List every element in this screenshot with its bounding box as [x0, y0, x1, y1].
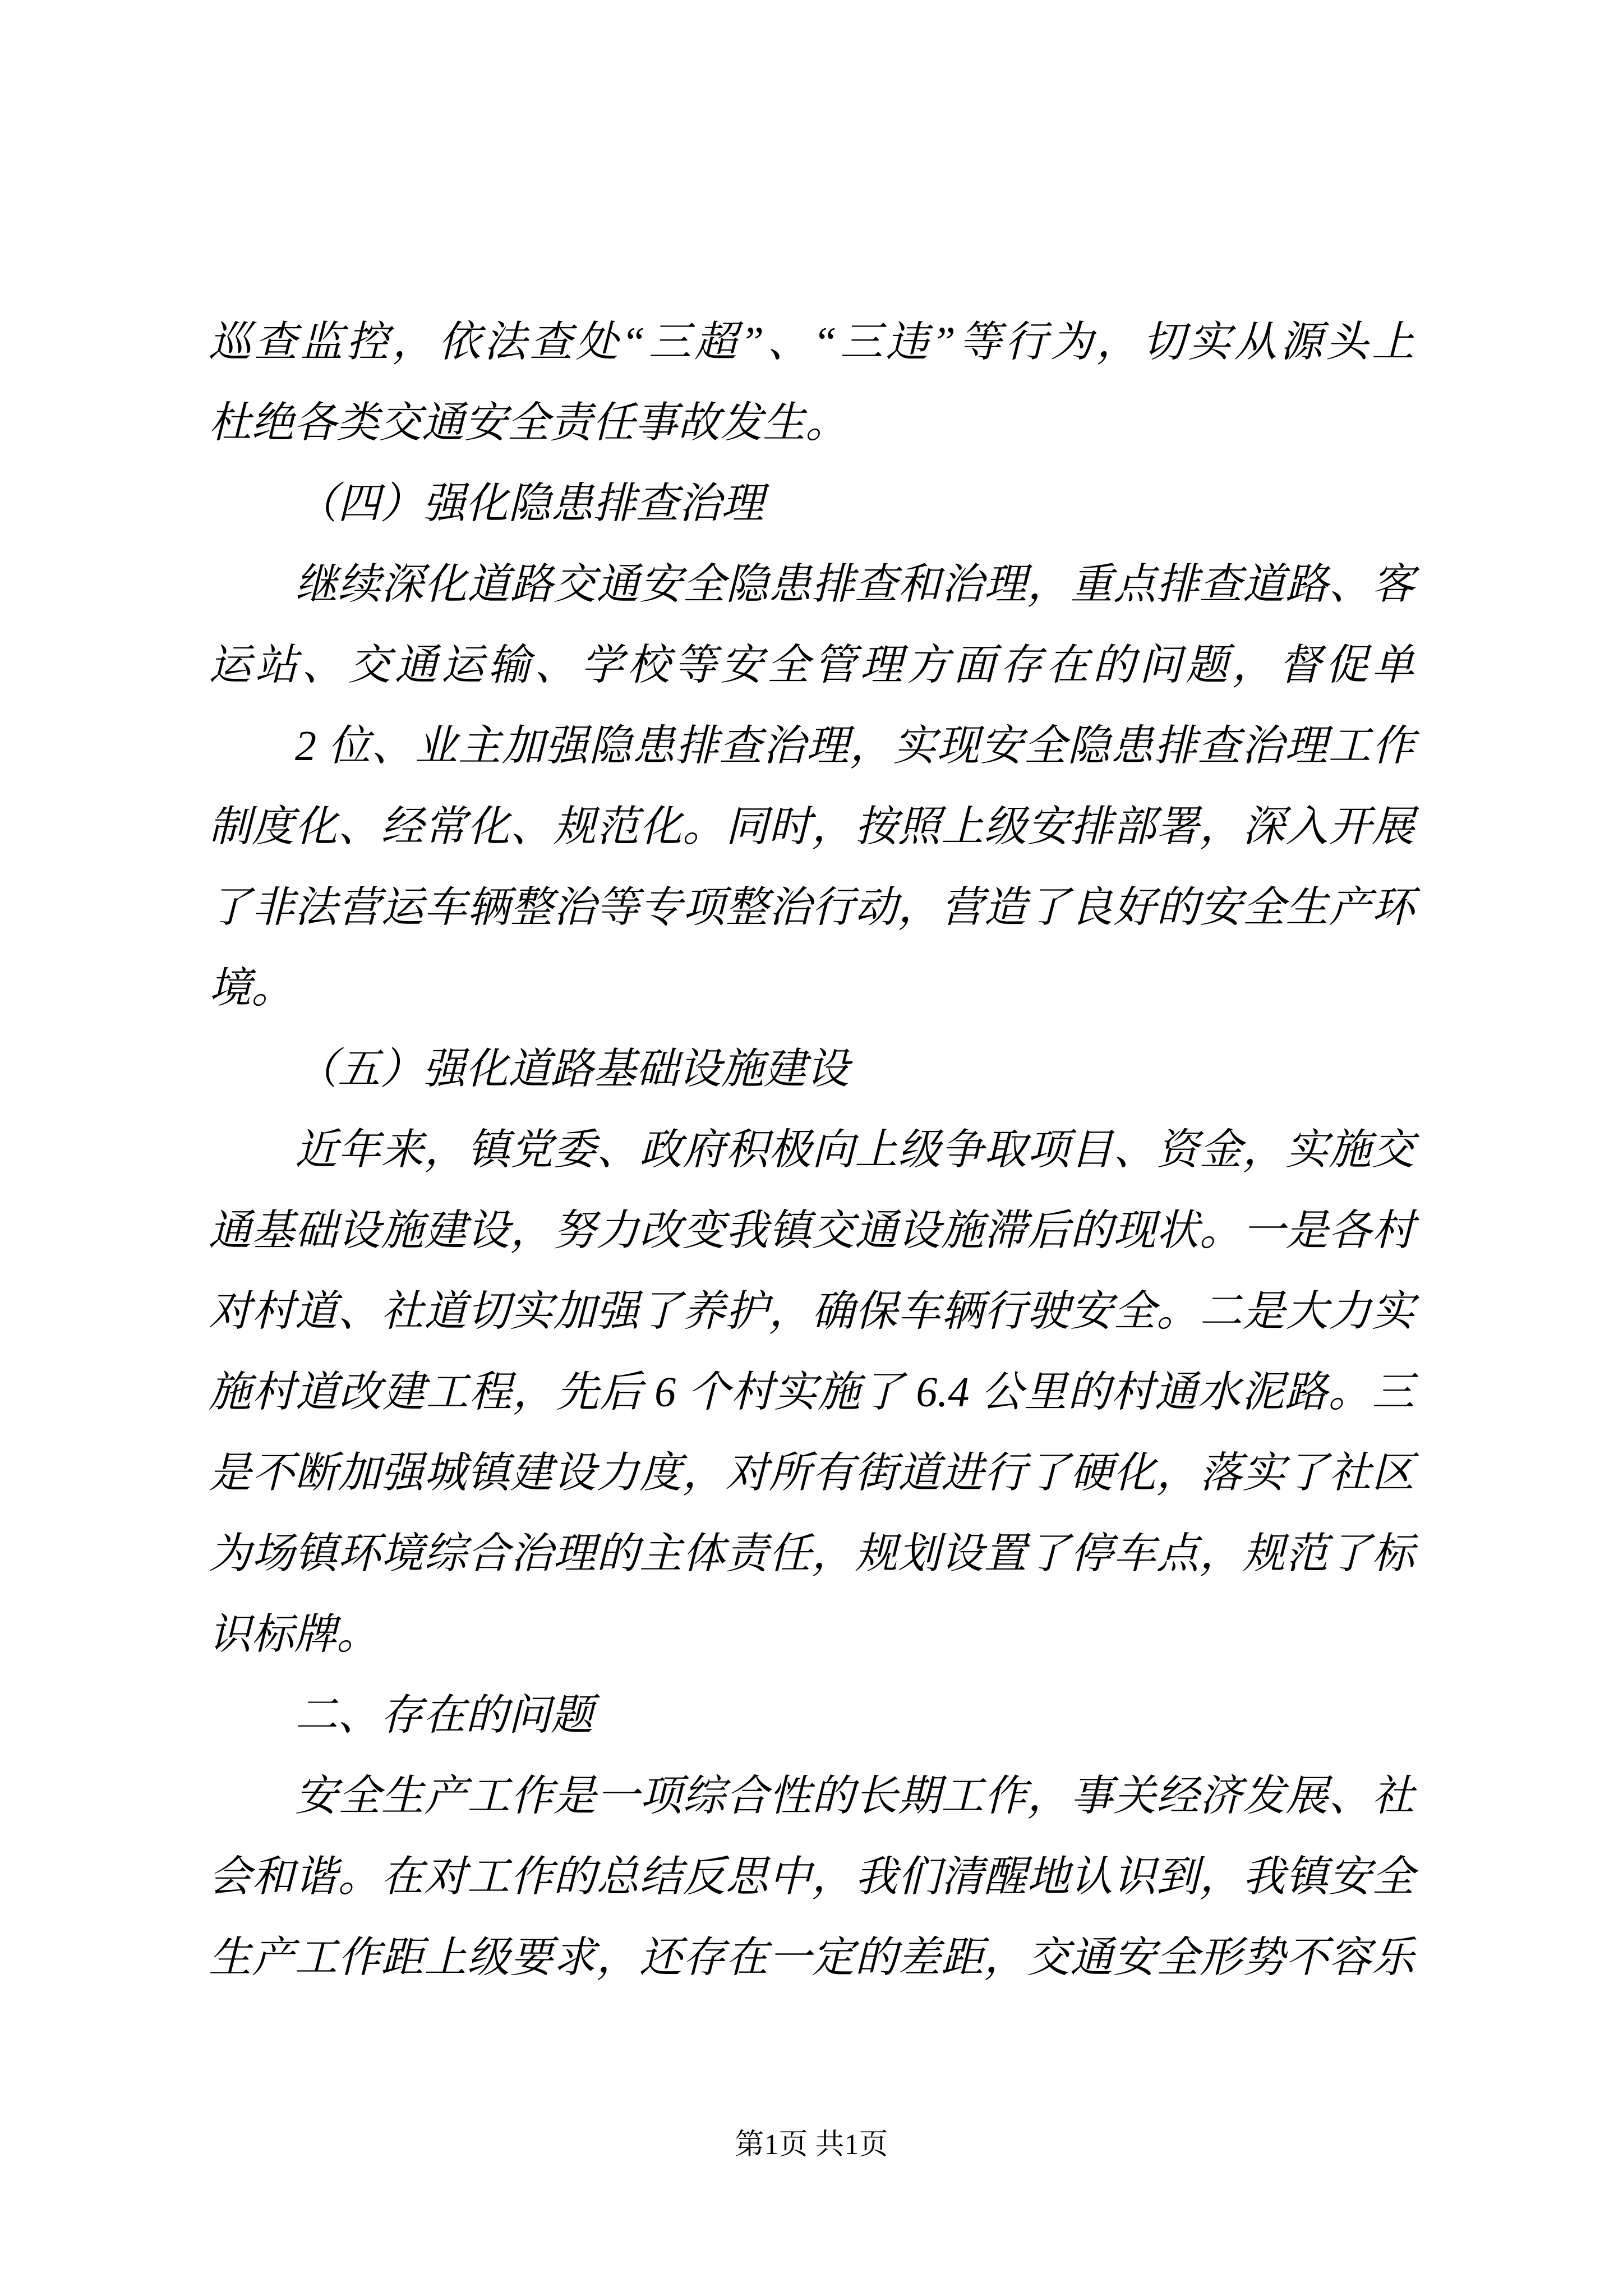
text-line: （四）强化隐患排查治理	[295, 480, 764, 527]
text-line: 2 位、业主加强隐患排查治理，实现安全隐患排查治理工作	[295, 723, 1414, 770]
text-line: 对村道、社道切实加强了养护，确保车辆行驶安全。二是大力实	[209, 1288, 1414, 1335]
text-line: 是不断加强城镇建设力度，对所有街道进行了硬化，落实了社区	[209, 1450, 1414, 1497]
text-line: 通基础设施建设，努力改变我镇交通设施滞后的现状。一是各村	[209, 1207, 1414, 1254]
text-line: 会和谐。在对工作的总结反思中，我们清醒地认识到，我镇安全	[209, 1853, 1414, 1901]
page-footer	[0, 2120, 1623, 2162]
text-line: 境。	[209, 965, 294, 1012]
text-line: 了非法营运车辆整治等专项整治行动，营造了良好的安全生产环	[209, 884, 1414, 931]
text-line: 安全生产工作是一项综合性的长期工作，事关经济发展、社	[295, 1773, 1414, 1820]
text-line: 巡查监控，依法查处“三超”、“三违”等行为，切实从源头上	[209, 319, 1414, 366]
text-line: 施村道改建工程，先后 6 个村实施了 6.4 公里的村通水泥路。三	[209, 1369, 1414, 1416]
text-line: 识标牌。	[209, 1611, 379, 1658]
text-line: 二、存在的问题	[295, 1692, 593, 1739]
text-line: 为场镇环境综合治理的主体责任，规划设置了停车点，规范了标	[209, 1530, 1414, 1577]
text-line: 杜绝各类交通安全责任事故发生。	[209, 399, 848, 447]
text-line: 运站、交通运输、学校等安全管理方面存在的问题，督促单	[209, 642, 1414, 689]
text-line: 近年来，镇党委、政府积极向上级争取项目、资金，实施交	[295, 1126, 1414, 1174]
text-line: （五）强化道路基础设施建设	[295, 1046, 849, 1093]
text-line: 继续深化道路交通安全隐患排查和治理，重点排查道路、客	[295, 561, 1414, 608]
page-number-label: 第1页 共1页	[735, 2129, 888, 2161]
text-line: 生产工作距上级要求，还存在一定的差距，交通安全形势不容乐	[209, 1934, 1414, 1981]
text-line: 制度化、经常化、规范化。同时，按照上级安排部署，深入开展	[209, 803, 1414, 850]
document-body	[209, 302, 1414, 1998]
